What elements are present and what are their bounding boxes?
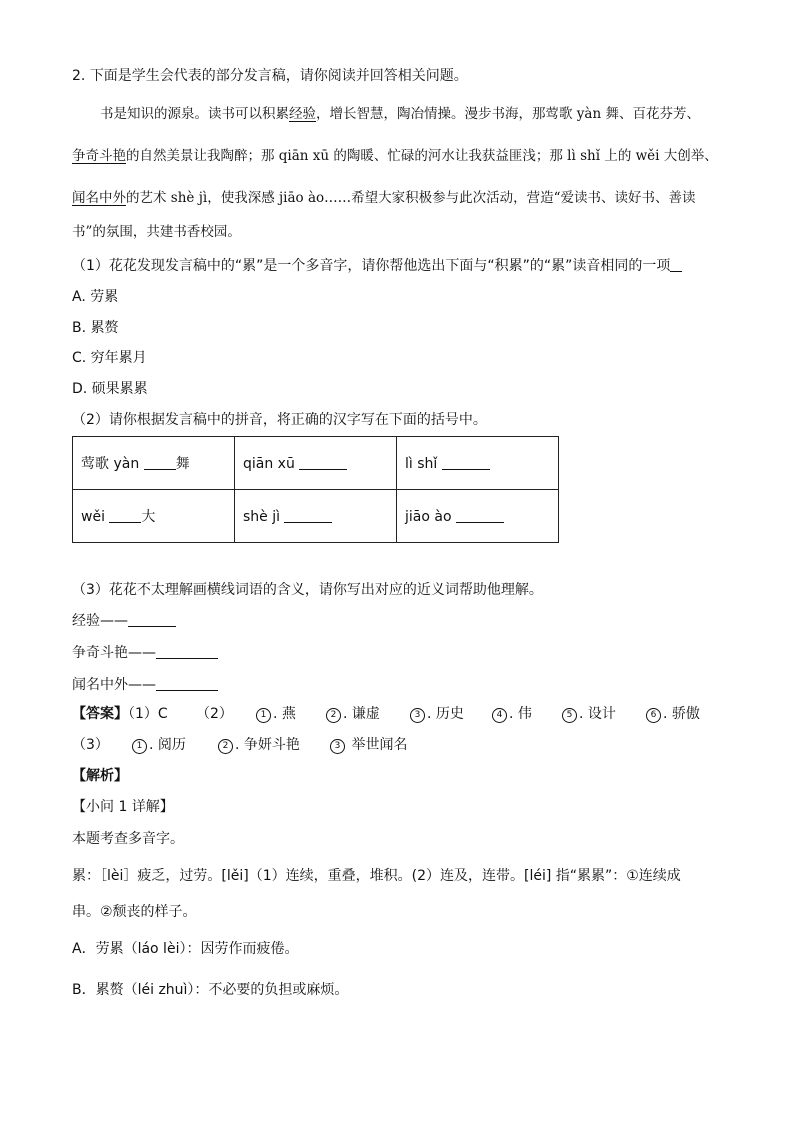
sub-question-1	[72, 256, 682, 276]
answer-part-2-label: （2）	[196, 706, 233, 722]
underlined-word-wenmingzhongwai: 闻名中外	[72, 190, 126, 206]
answer-item: 3 . 历史	[410, 704, 464, 724]
underlined-word-zhengqidouyan: 争奇斗艳	[72, 148, 126, 164]
answer-item: 3 举世闻名	[330, 735, 407, 755]
analysis-sub-label: 【小问 1 详解】	[72, 799, 174, 815]
passage-line-3	[72, 188, 696, 208]
answer-blank	[299, 455, 347, 470]
passage-line-4	[72, 222, 241, 242]
passage-text: 的自然美景让我陶醉；那 qiān xū 的陶暖、忙碌的河水让我获益匪浅；那 lì shǐ 上的 wěi 大创举、	[126, 148, 718, 164]
analysis-line: A．劳累（láo lèi）：因劳作而疲倦。	[72, 941, 299, 957]
passage-text: 的艺术 shè jì，使我深感 jiāo ào……希望大家积极参与此次活动，营造“爱读书、读好书、善读	[126, 190, 696, 206]
answer-label: 【答案】	[72, 706, 128, 722]
answer-part-1: （1）C	[128, 706, 168, 722]
question-stem	[72, 66, 468, 86]
answer-blank	[670, 257, 682, 272]
answer-item: 2 . 谦虚	[326, 704, 380, 724]
table-cell: jiāo ào	[397, 490, 559, 543]
synonym-item-2: 争奇斗艳——	[72, 643, 218, 663]
underlined-word-jingyan: 经验	[289, 106, 316, 122]
passage-text: 书是知识的源泉。读书可以积累	[100, 106, 289, 122]
table-cell: lì shǐ	[397, 437, 559, 490]
question-number: 2.	[72, 68, 86, 84]
passage-text: ，增长智慧，陶冶情操。漫步书海，那莺歌 yàn 舞、百花芬芳、	[316, 106, 700, 122]
answer-row-1	[72, 704, 168, 724]
sub-question-2: （2）请你根据发言稿中的拼音，将正确的汉字写在下面的括号中。	[72, 412, 487, 428]
answer-blank	[156, 676, 218, 691]
answer-item: 2 . 争妍斗艳	[218, 735, 300, 755]
synonym-item-1: 经验——	[72, 611, 176, 631]
table-cell: 莺歌 yàn 舞	[73, 437, 235, 490]
analysis-line: 串。②颓丧的样子。	[72, 904, 197, 920]
table-row	[73, 490, 559, 543]
sub-question-3: （3）花花不太理解画横线词语的含义，请你写出对应的近义词帮助他理解。	[72, 582, 543, 598]
answer-item: 1 . 燕	[256, 704, 296, 724]
answer-item: 5 . 设计	[562, 704, 616, 724]
analysis-line: 本题考查多音字。	[72, 831, 184, 847]
answer-part-3-label: （3）	[72, 737, 109, 753]
answer-blank	[144, 455, 176, 470]
option-c: C. 穷年累月	[72, 350, 147, 366]
passage-line-1	[100, 104, 700, 124]
answer-blank	[442, 455, 490, 470]
passage-text: 书”的氛围，共建书香校园。	[72, 224, 241, 240]
option-a: A. 劳累	[72, 289, 119, 305]
sub-question-1-text: （1）花花发现发言稿中的“累”是一个多音字，请你帮他选出下面与“积累”的“累”读音相同的一项	[72, 258, 671, 274]
answer-item: 4 . 伟	[492, 704, 532, 724]
synonym-item-3: 闻名中外——	[72, 675, 218, 695]
answer-blank	[284, 508, 332, 523]
question-prompt: 下面是学生会代表的部分发言稿，请你阅读并回答相关问题。	[89, 68, 468, 84]
answer-blank	[128, 612, 176, 627]
table-cell: shè jì	[235, 490, 397, 543]
answer-item: 1 . 阅历	[132, 735, 186, 755]
answer-blank	[456, 508, 504, 523]
table-cell: wěi 大	[73, 490, 235, 543]
analysis-line: B．累赘（léi zhuì）：不必要的负担或麻烦。	[72, 982, 349, 998]
answer-blank	[156, 644, 218, 659]
passage-line-2	[72, 146, 718, 166]
answer-blank	[109, 508, 141, 523]
analysis-line: 累：［lèi］疲乏，过劳。[lěi]（1）连续，重叠，堆积。(2）连及，连带。[léi] 指“累累”：①连续成	[72, 868, 681, 884]
option-d: D. 硕果累累	[72, 381, 148, 397]
analysis-label: 【解析】	[72, 768, 128, 784]
pinyin-table	[72, 436, 559, 543]
table-cell: qiān xū	[235, 437, 397, 490]
option-b: B. 累赘	[72, 320, 119, 336]
answer-item: 6 . 骄傲	[646, 704, 700, 724]
table-row	[73, 437, 559, 490]
